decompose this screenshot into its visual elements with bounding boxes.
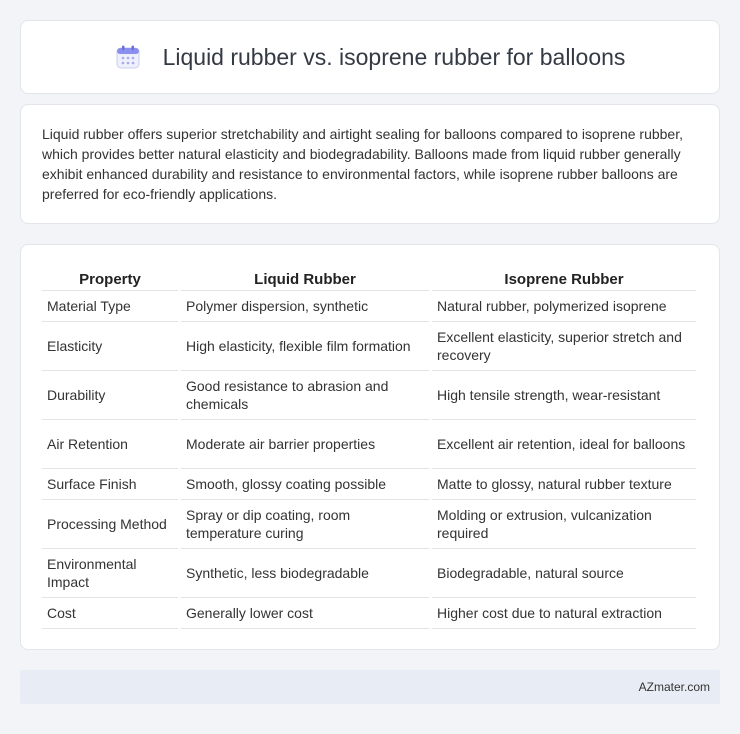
table-cell: Air Retention bbox=[42, 420, 178, 469]
table-cell: Good resistance to abrasion and chemicals bbox=[181, 371, 429, 420]
comparison-table bbox=[39, 265, 699, 629]
calendar-icon bbox=[115, 44, 141, 70]
table-row bbox=[42, 549, 696, 598]
column-header-property: Property bbox=[42, 265, 178, 291]
comparison-table-card bbox=[20, 244, 720, 650]
table-row bbox=[42, 322, 696, 371]
table-row bbox=[42, 420, 696, 469]
column-header-isoprene-rubber: Isoprene Rubber bbox=[432, 265, 696, 291]
table-cell: Matte to glossy, natural rubber texture bbox=[432, 469, 696, 500]
table-cell: Synthetic, less biodegradable bbox=[181, 549, 429, 598]
table-cell: Polymer dispersion, synthetic bbox=[181, 291, 429, 322]
table-cell: Biodegradable, natural source bbox=[432, 549, 696, 598]
table-cell: Generally lower cost bbox=[181, 598, 429, 629]
table-cell: Processing Method bbox=[42, 500, 178, 549]
table-cell: Molding or extrusion, vulcanization required bbox=[432, 500, 696, 549]
table-cell: Durability bbox=[42, 371, 178, 420]
page-title: Liquid rubber vs. isoprene rubber for balloons bbox=[162, 43, 626, 70]
table-cell: Cost bbox=[42, 598, 178, 629]
column-header-liquid-rubber: Liquid Rubber bbox=[181, 265, 429, 291]
table-cell: Surface Finish bbox=[42, 469, 178, 500]
table-header-row bbox=[42, 265, 696, 291]
table-row bbox=[42, 371, 696, 420]
footer bbox=[20, 670, 720, 704]
table-row bbox=[42, 500, 696, 549]
table-row bbox=[42, 291, 696, 322]
footer-brand: AZmater.com bbox=[638, 680, 710, 694]
table-cell: Spray or dip coating, room temperature curing bbox=[181, 500, 429, 549]
summary-text: Liquid rubber offers superior stretchability and airtight sealing for balloons compared to isoprene rubber, which provides better natural elasticity and biodegradability. Balloons made from liquid rubber generally exhibit enhanced durability and resistance to environmental factors, while isoprene rubber balloons are preferred for eco-friendly applications. bbox=[42, 126, 683, 202]
title-card bbox=[20, 20, 720, 94]
table-cell: Excellent air retention, ideal for balloons bbox=[432, 420, 696, 469]
table-cell: Material Type bbox=[42, 291, 178, 322]
table-cell: Higher cost due to natural extraction bbox=[432, 598, 696, 629]
table-cell: High tensile strength, wear-resistant bbox=[432, 371, 696, 420]
table-cell: Moderate air barrier properties bbox=[181, 420, 429, 469]
table-cell: High elasticity, flexible film formation bbox=[181, 322, 429, 371]
table-row bbox=[42, 598, 696, 629]
table-cell: Natural rubber, polymerized isoprene bbox=[432, 291, 696, 322]
table-row bbox=[42, 469, 696, 500]
table-cell: Environmental Impact bbox=[42, 549, 178, 598]
table-cell: Excellent elasticity, superior stretch and recovery bbox=[432, 322, 696, 371]
summary-card bbox=[20, 104, 720, 224]
table-cell: Elasticity bbox=[42, 322, 178, 371]
table-cell: Smooth, glossy coating possible bbox=[181, 469, 429, 500]
